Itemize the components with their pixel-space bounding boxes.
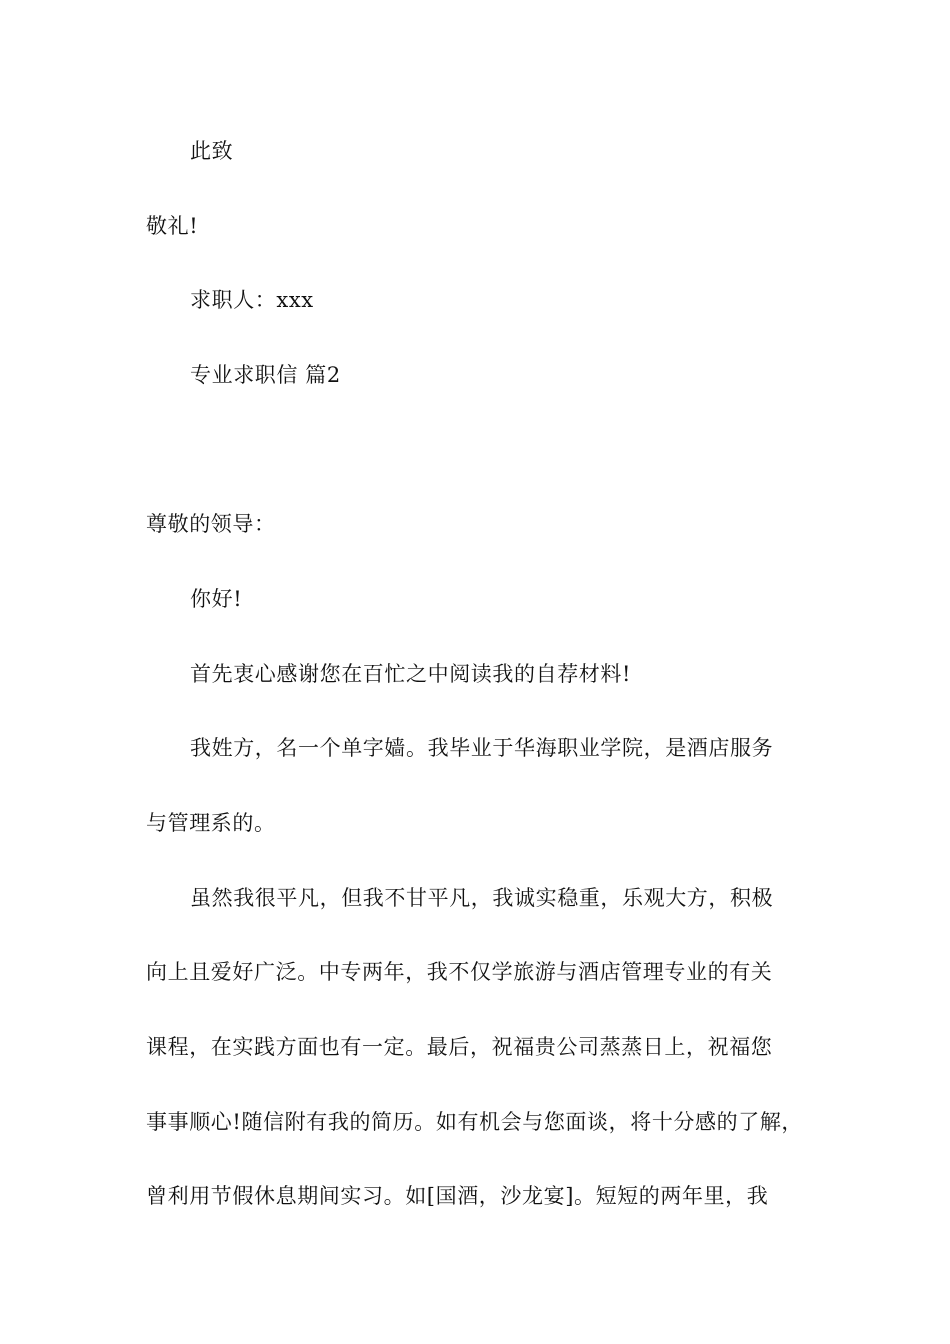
signature-line: 求职人：xxx [190,288,314,312]
paragraph-line: 我姓方，名一个单字嫱。我毕业于华海职业学院，是酒店服务 [190,736,774,760]
hello-line: 你好! [190,587,243,611]
paragraph-line: 与管理系的。 [146,811,276,835]
paragraph-line: 课程，在实践方面也有一定。最后，祝福贵公司蒸蒸日上，祝福您 [146,1035,773,1059]
paragraph-line: 曾利用节假休息期间实习。如[国酒，沙龙宴]。短短的两年里，我 [146,1184,769,1208]
paragraph-line: 向上且爱好广泛。中专两年，我不仅学旅游与酒店管理专业的有关 [146,960,773,984]
salute-line: 敬礼! [146,214,199,238]
paragraph-line: 虽然我很平凡，但我不甘平凡，我诚实稳重，乐观大方，积极 [190,886,774,910]
closing-line: 此致 [190,139,234,163]
section-heading: 专业求职信 篇2 [190,363,341,387]
greeting-line: 尊敬的领导： [146,512,276,536]
paragraph-line: 事事顺心!随信附有我的简历。如有机会与您面谈，将十分感的了解， [146,1110,804,1134]
paragraph-line: 首先衷心感谢您在百忙之中阅读我的自荐材料! [190,662,632,686]
